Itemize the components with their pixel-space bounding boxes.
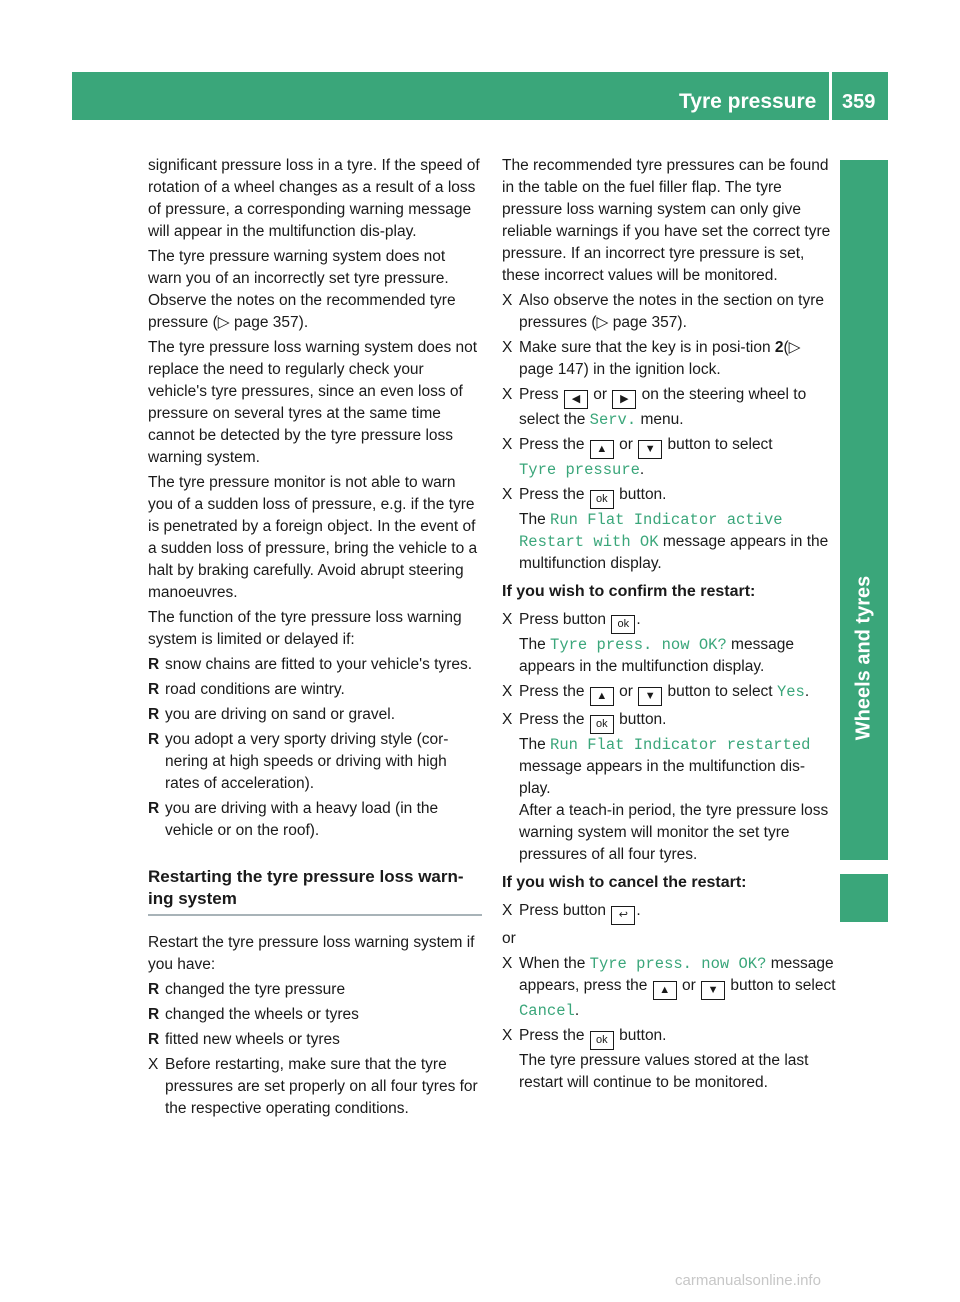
display-text: Run Flat Indicator active [550,511,783,529]
step-marker-icon: X [502,1027,513,1044]
page-number: 359 [842,91,876,113]
watermark: carmanualsonline.info [675,1272,821,1289]
side-tab [840,160,888,860]
step-marker-icon: X [502,486,513,503]
step-marker-icon: X [502,436,513,453]
display-text: Serv. [589,411,637,429]
page-title: Tyre pressure [679,90,817,113]
side-tab-marker [840,874,888,922]
step: X Press the ok button. The Run Flat Indicator active Restart with OK message appears in the multifunction display. [502,486,829,572]
down-button-icon: ▼ [638,687,662,706]
list-item: R you are driving on sand or gravel. [148,704,482,726]
display-text: Cancel [519,1002,575,1020]
bullet-icon: R [148,656,160,673]
step: X Also observe the notes in the section on tyre pressures (▷ page 357). [502,292,825,331]
display-text: Tyre press. now OK? [589,955,767,973]
section-heading: Restarting the tyre pressure loss warn-ing system [148,866,482,916]
step-marker-icon: X [148,1056,159,1073]
paragraph: The recommended tyre pressures can be found in the table on the fuel filler flap. The tyre pressure loss warning system can only give reliable warnings if you have set the correct tyre pressure. If an incorrect tyre pressure is set, these incorrect values will be monitored. [502,157,831,284]
step-marker-icon: X [502,955,513,972]
paragraph: Restart the tyre pressure loss warning system if you have: [148,934,475,973]
left-column [148,155,482,1123]
step: X Press the ok button. The tyre pressure values stored at the last restart will continue to be monitored. [502,1027,809,1091]
bullet-icon: R [148,1031,160,1048]
paragraph: The function of the tyre pressure loss warning system is limited or delayed if: [148,609,462,648]
list-item: R fitted new wheels or tyres [148,1029,482,1051]
ref-arrow-icon: ▷ [217,314,230,331]
left-button-icon: ◀ [564,390,588,409]
list-item: R changed the tyre pressure [148,979,482,1001]
bullet-icon: R [148,731,160,748]
display-text: Yes [776,683,805,701]
display-text: Tyre pressure [519,461,640,479]
step-marker-icon: X [502,292,513,309]
display-text: Run Flat Indicator restarted [550,736,811,754]
or-text: or [502,930,516,947]
step-marker-icon: X [502,902,513,919]
bullet-icon: R [148,681,160,698]
step: X Press the ▲ or ▼ button to select Tyre pressure. [502,436,773,479]
ref-arrow-icon: ▷ [788,339,801,356]
ref-arrow-icon: ▷ [596,314,609,331]
ok-button-icon: ok [611,615,635,634]
up-button-icon: ▲ [653,981,677,1000]
bullet-icon: R [148,800,160,817]
step-marker-icon: X [502,683,513,700]
header-divider [829,72,832,120]
right-column [502,155,836,1097]
list-item: R snow chains are fitted to your vehicle's tyres. [148,654,482,676]
bullet-icon: R [148,1006,160,1023]
bullet-icon: R [148,706,160,723]
paragraph: significant pressure loss in a tyre. If the speed of rotation of a wheel changes as a result of a loss of pressure, a corresponding warning message will appear in the multifunction dis-play. [148,157,480,240]
up-button-icon: ▲ [590,687,614,706]
down-button-icon: ▼ [701,981,725,1000]
step-marker-icon: X [502,339,513,356]
step: X Make sure that the key is in posi-tion 2(▷ page 147) in the ignition lock. [502,339,801,378]
up-button-icon: ▲ [590,440,614,459]
subheading: If you wish to confirm the restart: [502,583,756,600]
ok-button-icon: ok [590,715,614,734]
down-button-icon: ▼ [638,440,662,459]
list-item: R road conditions are wintry. [148,679,482,701]
paragraph: The tyre pressure warning system does not warn you of an incorrectly set tyre pressure. Observe the notes on the recommended tyre pressure (▷ page 357). [148,248,456,331]
step-marker-icon: X [502,386,513,403]
right-button-icon: ▶ [612,390,636,409]
step: X Before restarting, make sure that the tyre pressures are set properly on all four tyres for the respective operating conditions. [148,1056,478,1117]
step: X Press the ▲ or ▼ button to select Yes. [502,681,836,706]
display-text: Tyre press. now OK? [550,636,727,654]
paragraph: The tyre pressure monitor is not able to warn you of a sudden loss of pressure, e.g. if the tyre is penetrated by a foreign object. In the event of a sudden loss of pressure, bring the vehicle to a halt by braking carefully. Avoid abrupt steering manoeuvres. [148,474,478,601]
ok-button-icon: ok [590,490,614,509]
paragraph: The tyre pressure loss warning system does not replace the need to regularly check your vehicle's tyre pressures, since an even loss of pressure on several tyres at the same time cannot be detected by the tyre pressure loss warning system. [148,339,478,466]
step: X When the Tyre press. now OK? message appears, press the ▲ or ▼ button to select Cancel. [502,955,836,1020]
step: X Press button ok . The Tyre press. now OK? message appears in the multifunction display. [502,611,794,675]
step: X Press button ↩ . [502,900,836,925]
ok-button-icon: ok [590,1031,614,1050]
display-text: Restart with OK [519,533,659,551]
step: X Press ◀ or ▶ on the steering wheel to select the Serv. menu. [502,386,807,429]
step-marker-icon: X [502,611,513,628]
side-tab-label: Wheels and tyres [852,575,875,741]
subheading: If you wish to cancel the restart: [502,874,747,891]
list-item: R you adopt a very sporty driving style (cor-nering at high speeds or driving with high rates of acceleration). [148,731,449,792]
step: X Press the ok button. The Run Flat Indicator restarted message appears in the multifunction dis-play. After a teach-in period, the tyre pressure loss warning system will monitor the set tyre pressures of all four tyres. [502,711,829,863]
list-item: R you are driving with a heavy load (in the vehicle or on the roof). [148,800,439,839]
list-item: R changed the wheels or tyres [148,1004,482,1026]
bullet-icon: R [148,981,160,998]
step-marker-icon: X [502,711,513,728]
back-button-icon: ↩ [611,906,635,925]
